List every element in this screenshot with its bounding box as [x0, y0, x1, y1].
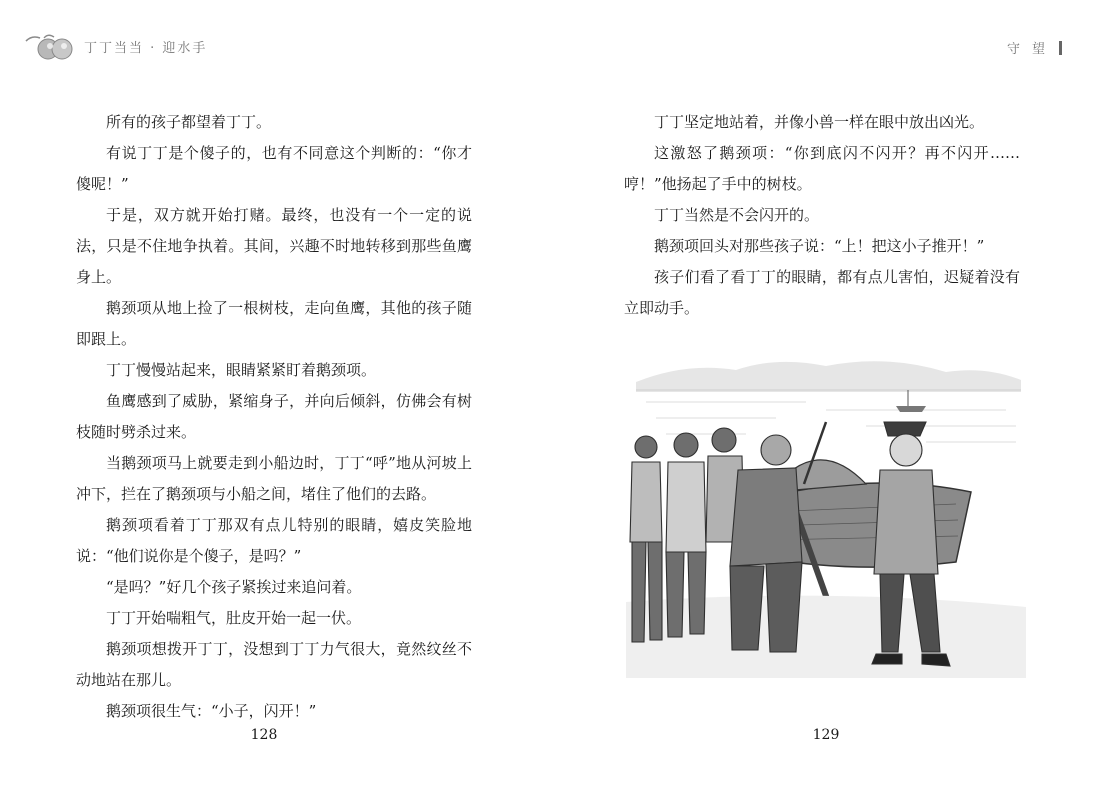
right-body-text [624, 107, 1020, 324]
gourd-logo-icon [24, 29, 78, 63]
running-header-right [1007, 38, 1062, 57]
header-bar-mark [1059, 41, 1062, 55]
paragraph: 孩子们看了看丁丁的眼睛，都有点儿害怕，迟疑着没有立即动手。 [624, 268, 1020, 317]
paragraph: 当鹅颈项马上就要走到小船边时，丁丁“呼”地从河坡上冲下，拦在了鹅颈项与小船之间，堵住了他们的去路。 [76, 454, 472, 503]
paragraph: 于是，双方就开始打赌。最终，也没有一个一定的说法，只是不住地争执着。其间，兴趣不时地转移到那些鱼鹰身上。 [76, 206, 472, 286]
paragraph: 丁丁开始喘粗气，肚皮开始一起一伏。 [106, 609, 362, 627]
series-title: 丁丁当当 · 迎水手 [84, 40, 208, 56]
paragraph: 丁丁坚定地站着，并像小兽一样在眼中放出凶光。 [654, 113, 985, 131]
paragraph: 鹅颈项很生气：“小子，闪开！” [106, 702, 317, 720]
illustration-boys-by-boat [626, 352, 1026, 678]
paragraph: 丁丁当然是不会闪开的。 [654, 206, 820, 224]
running-header-left [24, 28, 207, 64]
sketch-illustration [626, 352, 1026, 678]
page-number-left: 128 [250, 727, 278, 743]
paragraph: 鹅颈项看着丁丁那双有点儿特别的眼睛，嬉皮笑脸地说：“他们说你是个傻子，是吗？” [76, 516, 472, 565]
paragraph: 鹅颈项从地上捡了一根树枝，走向鱼鹰，其他的孩子随即跟上。 [76, 299, 472, 348]
paragraph: 有说丁丁是个傻子的，也有不同意这个判断的：“你才傻呢！” [76, 144, 472, 193]
chapter-title: 守望 [1006, 42, 1057, 57]
paragraph: 所有的孩子都望着丁丁。 [106, 113, 272, 131]
page-number-right: 129 [812, 727, 840, 743]
paragraph: “是吗？”好几个孩子紧挨过来追问着。 [106, 578, 362, 596]
left-body-text [76, 107, 472, 727]
paragraph: 鱼鹰感到了威胁，紧缩身子，并向后倾斜，仿佛会有树枝随时劈杀过来。 [76, 392, 472, 441]
right-page [548, 0, 1096, 786]
paragraph: 鹅颈项回头对那些孩子说：“上！把这小子推开！” [654, 237, 985, 255]
paragraph: 鹅颈项想拨开丁丁，没想到丁丁力气很大，竟然纹丝不动地站在那儿。 [76, 640, 472, 689]
paragraph: 丁丁慢慢站起来，眼睛紧紧盯着鹅颈项。 [106, 361, 377, 379]
paragraph: 这激怒了鹅颈项：“你到底闪不闪开？再不闪开……哼！”他扬起了手中的树枝。 [624, 144, 1020, 193]
